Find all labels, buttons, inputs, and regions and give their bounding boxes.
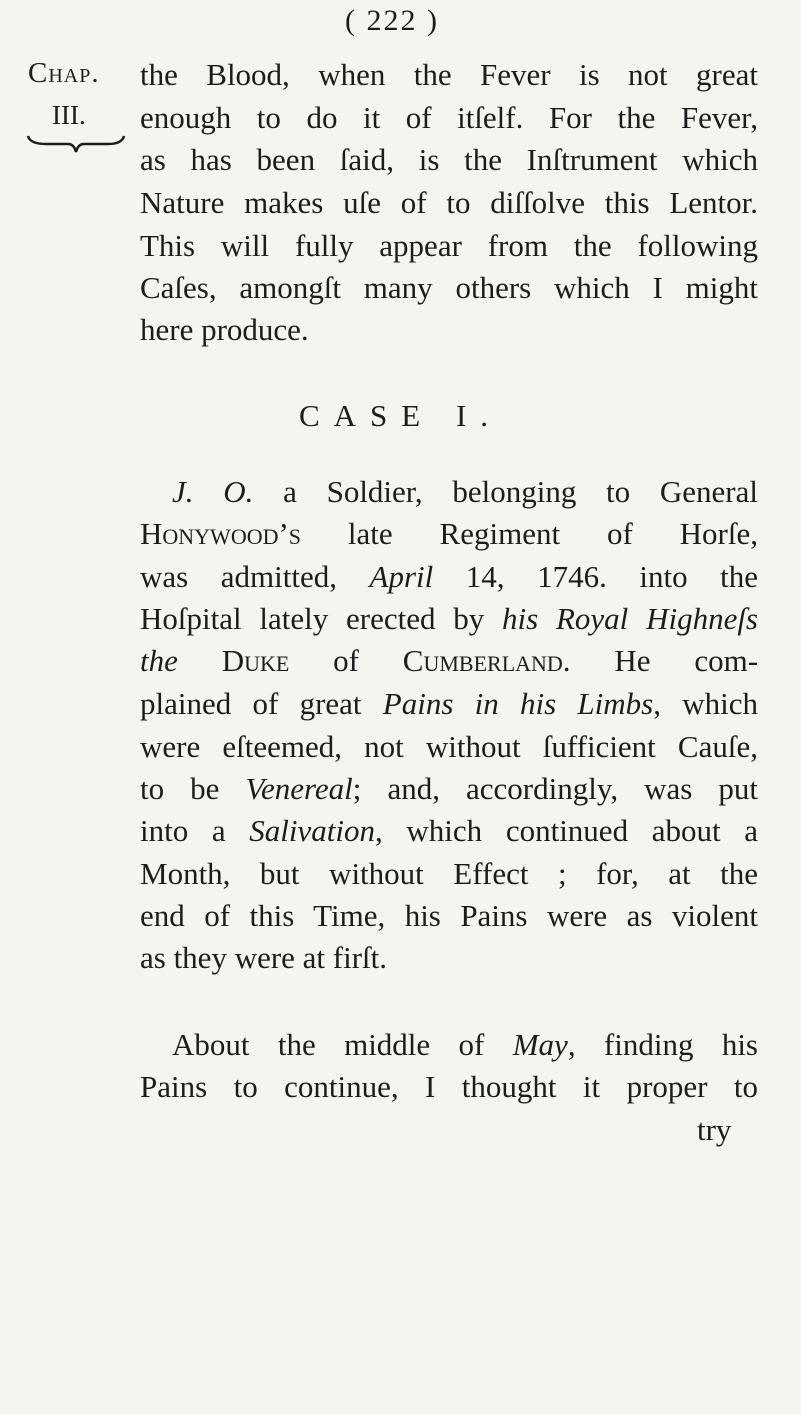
text-segment: plained of great (140, 686, 383, 721)
text-segment: to be (140, 771, 246, 806)
italic-text: Venereal (245, 771, 353, 806)
small-caps-text: Cumberland (402, 643, 563, 678)
text-line (140, 771, 758, 807)
text-segment: , which continued about a (375, 813, 758, 848)
text-line (172, 1027, 758, 1063)
text-segment: were eſteemed, not without ſufficient Cauſe, (140, 729, 758, 764)
text-segment: This will fully appear from the following (140, 228, 758, 263)
italic-text: Salivation (249, 813, 376, 848)
text-line (140, 100, 758, 136)
text-segment: Pains to continue, I thought it proper to (140, 1069, 758, 1104)
text-line (140, 1069, 758, 1105)
text-line (140, 813, 758, 849)
text-segment: Hoſpital lately erected by (140, 601, 503, 636)
text-segment: a Soldier, belonging to General (253, 474, 758, 509)
text-segment: as they were at firſt. (140, 940, 388, 975)
text-segment: . He com- (562, 643, 759, 678)
text-segment: , which (653, 686, 758, 721)
text-segment: 14, 1746. into the (433, 559, 758, 594)
chapter-number: III. (52, 100, 86, 130)
italic-text: Pains in his Limbs (382, 686, 654, 721)
catchword: try (697, 1112, 732, 1147)
text-line (140, 643, 758, 679)
text-segment: ; and, accordingly, was put (352, 771, 759, 806)
section-title: CASE I. (298, 398, 503, 433)
text-segment: Caſes, amongſt many others which I might (140, 270, 758, 305)
text-line (140, 57, 758, 93)
text-segment: as has been ſaid, is the Inſtrument which (140, 142, 758, 177)
text-line (140, 559, 758, 595)
text-line (140, 228, 758, 264)
text-segment: Month, but without Effect ; for, at the (140, 856, 758, 891)
text-line (140, 898, 758, 934)
text-line (172, 474, 758, 510)
text-segment: of (289, 643, 403, 678)
text-segment: end of this Time, his Pains were as violent (140, 898, 758, 933)
text-line (140, 270, 758, 306)
text-segment: here produce. (140, 312, 309, 347)
text-segment: About the middle of (172, 1027, 513, 1062)
text-segment: , finding his (567, 1027, 758, 1062)
text-segment: the Blood, when the Fever is not great (140, 57, 758, 92)
text-line (140, 940, 758, 976)
italic-text: May (512, 1027, 568, 1062)
text-line (140, 185, 758, 221)
text-line (140, 312, 758, 348)
italic-text: J. O. (172, 474, 254, 509)
text-line (140, 686, 758, 722)
italic-text: April (369, 559, 434, 594)
text-line (140, 516, 758, 552)
italic-text: the (140, 643, 178, 678)
small-caps-text: Honywood’s (140, 516, 302, 551)
text-segment (178, 643, 222, 678)
chapter-label: Chap. (28, 57, 100, 89)
text-segment: late Regiment of Horſe, (301, 516, 758, 551)
italic-text: his Royal Highneſs (502, 601, 758, 636)
text-line (140, 601, 758, 637)
page-number: ( 222 ) (345, 4, 439, 37)
text-line (140, 142, 758, 178)
margin-brace-ornament (26, 132, 126, 154)
text-segment: enough to do it of itſelf. For the Fever, (140, 100, 758, 135)
text-segment: was admitted, (140, 559, 370, 594)
text-segment: into a (140, 813, 250, 848)
small-caps-text: Duke (221, 643, 290, 678)
text-line (140, 856, 758, 892)
text-segment: Nature makes uſe of to diſſolve this Lentor. (140, 185, 758, 220)
text-line (140, 729, 758, 765)
